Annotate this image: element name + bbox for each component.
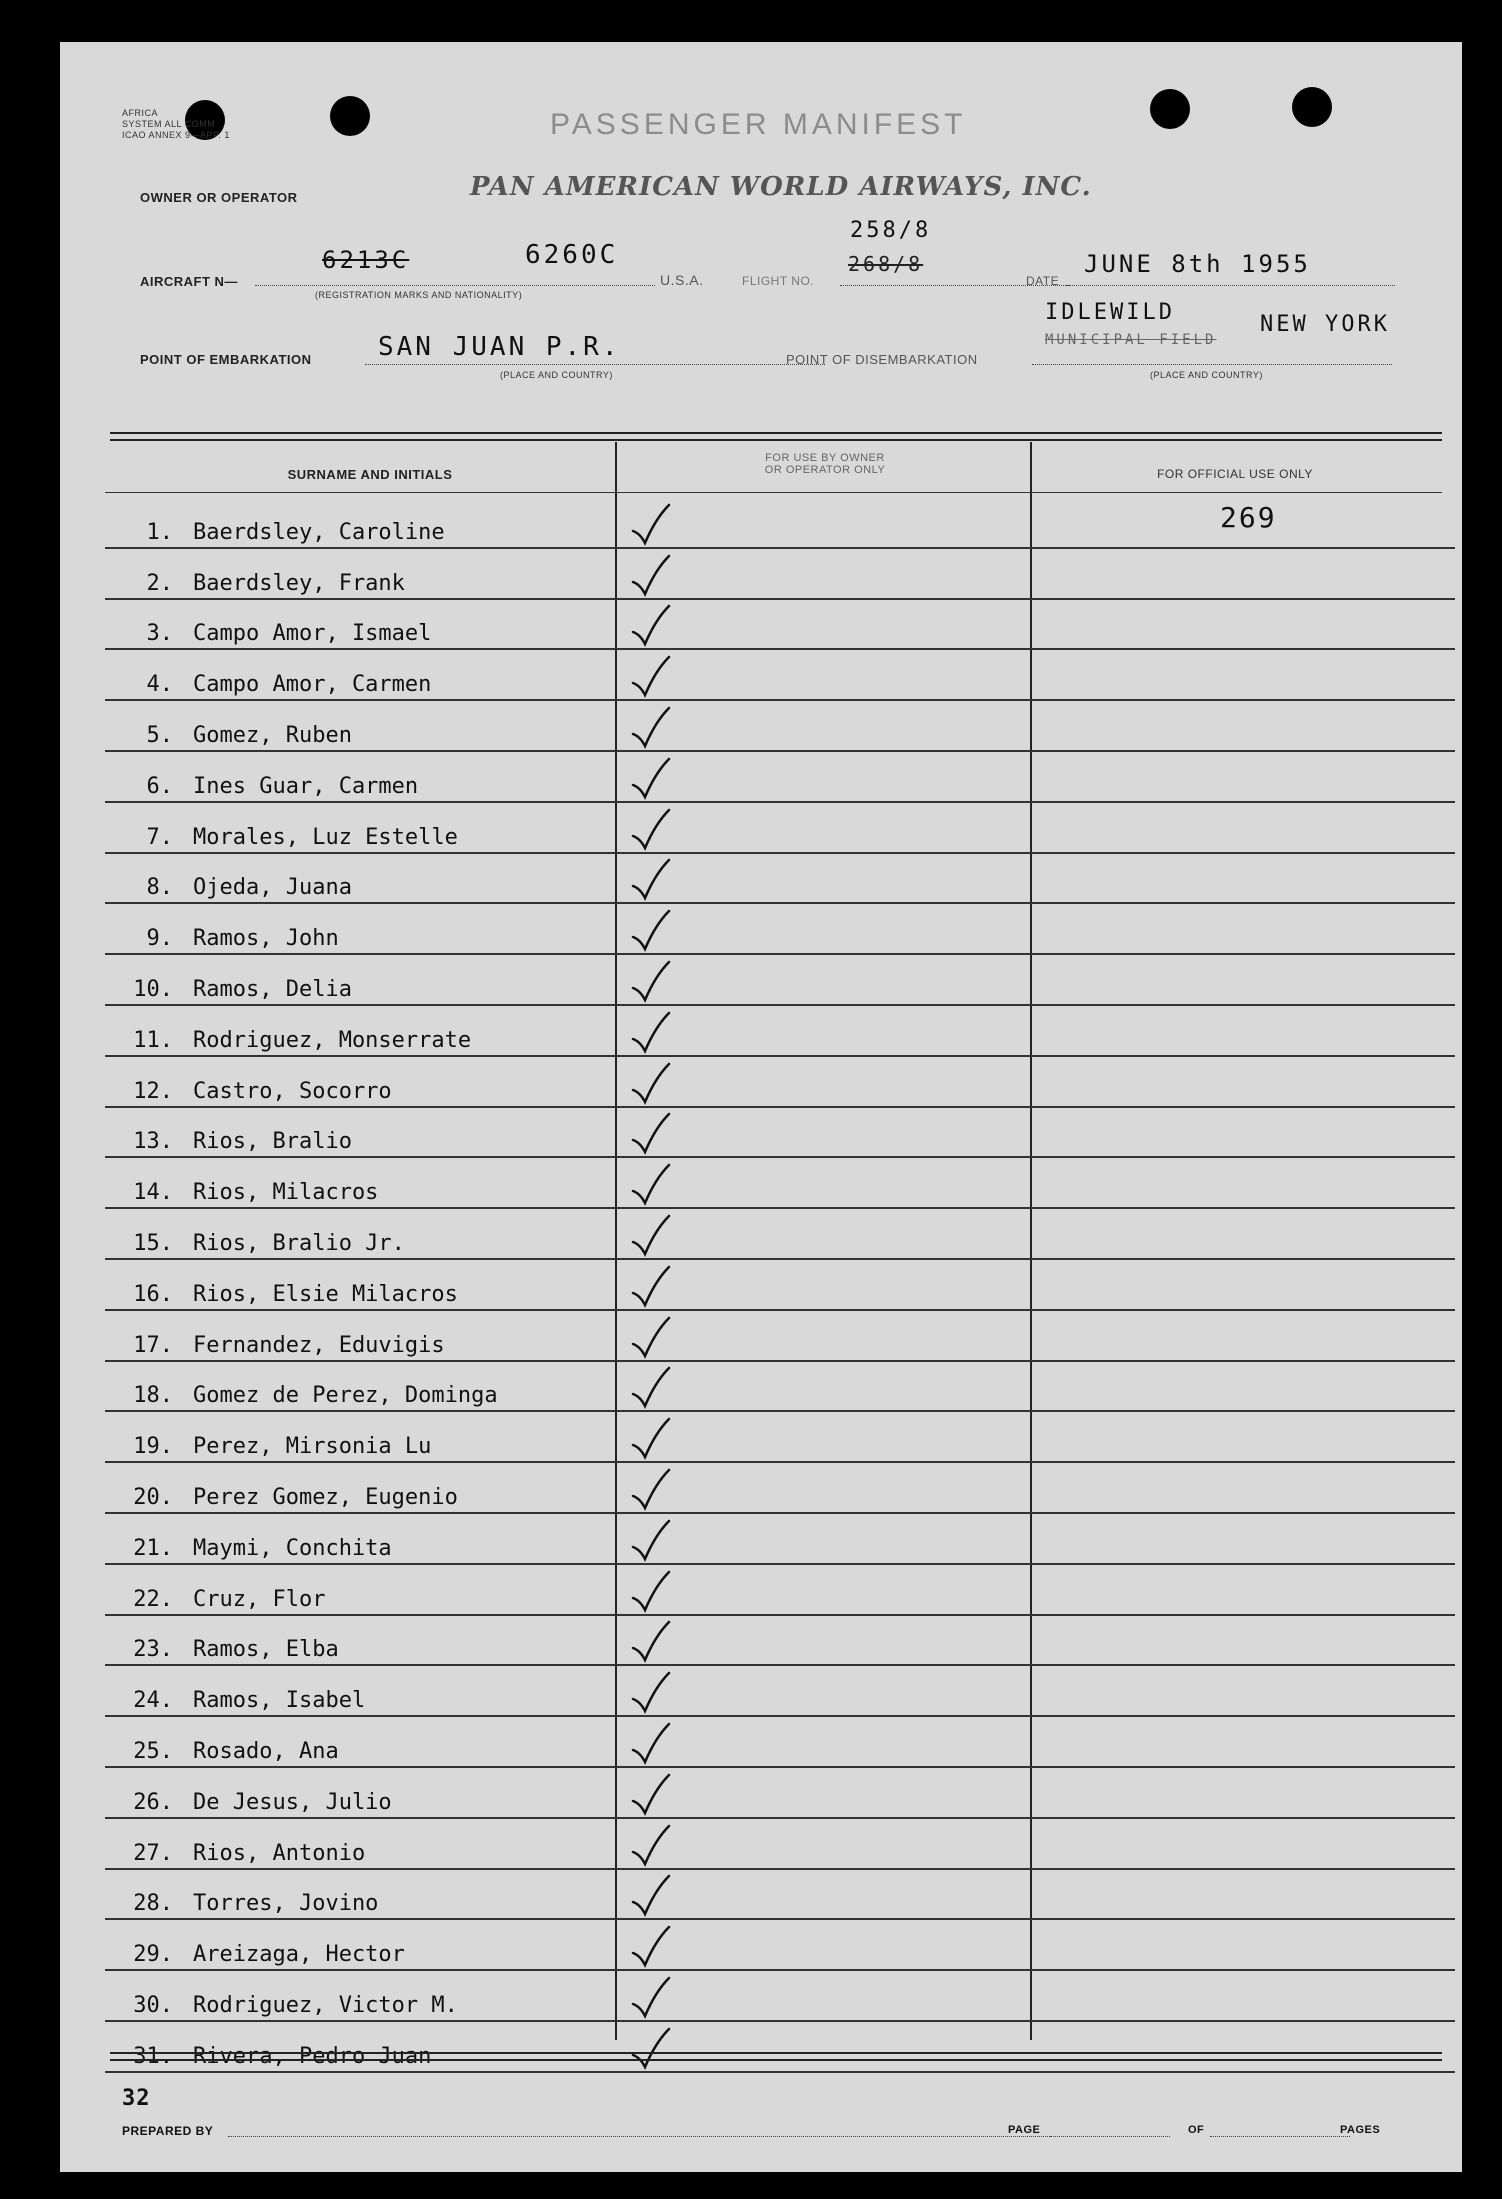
passenger-row bbox=[105, 600, 1455, 651]
checkmark-icon bbox=[627, 1364, 673, 1410]
passenger-row bbox=[105, 1209, 1455, 1260]
passenger-row bbox=[105, 1057, 1455, 1108]
disembarkation-city: NEW YORK bbox=[1260, 312, 1390, 337]
passenger-row bbox=[105, 1666, 1455, 1717]
passenger-row bbox=[105, 1819, 1455, 1870]
checkmark-icon bbox=[627, 653, 673, 699]
passenger-number: 19. bbox=[133, 1434, 173, 1460]
passenger-name: Rios, Milacros bbox=[193, 1180, 379, 1206]
passenger-number: 13. bbox=[133, 1129, 173, 1155]
header-double-rule bbox=[110, 432, 1442, 441]
passenger-row bbox=[105, 1514, 1455, 1565]
checkmark-icon bbox=[627, 1517, 673, 1563]
passenger-name: Perez Gomez, Eugenio bbox=[193, 1484, 458, 1510]
passenger-name: Cruz, Flor bbox=[193, 1586, 326, 1612]
date-label: DATE bbox=[1026, 274, 1060, 288]
passenger-name: Rios, Elsie Milacros bbox=[193, 1281, 458, 1307]
passenger-row bbox=[105, 1158, 1455, 1209]
official-use-column-header: FOR OFFICIAL USE ONLY bbox=[1157, 467, 1313, 481]
passenger-name: Gomez, Ruben bbox=[193, 722, 352, 748]
embarkation-sublabel: (PLACE AND COUNTRY) bbox=[500, 370, 613, 380]
checkmark-icon bbox=[627, 1872, 673, 1918]
passenger-entry bbox=[105, 875, 352, 900]
passenger-row bbox=[105, 1971, 1455, 2022]
passenger-name: Campo Amor, Ismael bbox=[193, 621, 432, 647]
checkmark-icon bbox=[627, 1415, 673, 1461]
convention-note: AFRICA SYSTEM ALL COMM ICAO ANNEX 9—APP. 1 bbox=[122, 108, 230, 140]
passenger-entry bbox=[105, 1028, 471, 1053]
passenger-row bbox=[105, 1463, 1455, 1514]
checkmark-icon bbox=[627, 755, 673, 801]
passenger-name: Torres, Jovino bbox=[193, 1891, 379, 1917]
passenger-entry bbox=[105, 1383, 498, 1408]
passenger-number: 27. bbox=[133, 1840, 173, 1866]
passenger-entry bbox=[105, 1231, 405, 1256]
passenger-name: Rios, Bralio Jr. bbox=[193, 1230, 405, 1256]
passenger-number: 5. bbox=[146, 722, 173, 748]
aircraft-struck-value: 6213C bbox=[322, 246, 410, 274]
passenger-entry bbox=[105, 1536, 392, 1561]
passenger-entry bbox=[105, 1993, 458, 2018]
checkmark-icon bbox=[627, 1314, 673, 1360]
checkmark-icon bbox=[627, 552, 673, 598]
passenger-row bbox=[105, 1006, 1455, 1057]
passenger-name: Baerdsley, Frank bbox=[193, 570, 405, 596]
passenger-number: 9. bbox=[146, 926, 173, 952]
checkmark-icon bbox=[627, 958, 673, 1004]
passenger-row bbox=[105, 1717, 1455, 1768]
passenger-name: Castro, Socorro bbox=[193, 1078, 392, 1104]
passenger-row bbox=[105, 1412, 1455, 1463]
passenger-number: 26. bbox=[133, 1789, 173, 1815]
passenger-entry bbox=[105, 1688, 365, 1713]
passenger-name: Baerdsley, Caroline bbox=[193, 519, 445, 545]
passenger-row bbox=[105, 803, 1455, 854]
passenger-name: Maymi, Conchita bbox=[193, 1535, 392, 1561]
country-label: U.S.A. bbox=[660, 272, 704, 288]
of-label: OF bbox=[1188, 2124, 1205, 2136]
passenger-number: 31. bbox=[133, 2043, 173, 2069]
passenger-name: Rosado, Ana bbox=[193, 1738, 339, 1764]
passenger-name: Perez, Mirsonia Lu bbox=[193, 1434, 432, 1460]
passenger-entry bbox=[105, 977, 352, 1002]
passenger-entry bbox=[105, 774, 418, 799]
checkmark-icon bbox=[627, 1060, 673, 1106]
checkmark-icon bbox=[627, 501, 673, 547]
passenger-row bbox=[105, 1311, 1455, 1362]
passenger-number: 30. bbox=[133, 1992, 173, 2018]
total-count: 32 bbox=[122, 2086, 151, 2111]
passenger-row bbox=[105, 1616, 1455, 1667]
header-rule bbox=[105, 492, 1442, 493]
passenger-entry bbox=[105, 926, 339, 951]
passenger-row bbox=[105, 854, 1455, 905]
passenger-entry bbox=[105, 1637, 339, 1662]
passenger-row bbox=[105, 1565, 1455, 1616]
passenger-name: Rivera, Pedro Juan bbox=[193, 2043, 432, 2069]
passenger-number: 25. bbox=[133, 1738, 173, 1764]
passenger-name: Ines Guar, Carmen bbox=[193, 773, 419, 799]
passenger-entry bbox=[105, 1587, 325, 1612]
passenger-row bbox=[105, 2022, 1455, 2073]
passenger-entry bbox=[105, 621, 431, 646]
passenger-entry bbox=[105, 1739, 339, 1764]
checkmark-icon bbox=[627, 1161, 673, 1207]
passenger-number: 18. bbox=[133, 1383, 173, 1409]
passenger-name: Gomez de Perez, Dominga bbox=[193, 1383, 498, 1409]
passenger-name: Rodriguez, Monserrate bbox=[193, 1027, 472, 1053]
passenger-name: Morales, Luz Estelle bbox=[193, 824, 458, 850]
passenger-number: 10. bbox=[133, 976, 173, 1002]
passenger-row bbox=[105, 1870, 1455, 1921]
passenger-row bbox=[105, 650, 1455, 701]
passenger-number: 24. bbox=[133, 1688, 173, 1714]
passenger-number: 16. bbox=[133, 1281, 173, 1307]
passenger-entry bbox=[105, 672, 431, 697]
embarkation-label: POINT OF EMBARKATION bbox=[140, 352, 312, 367]
passenger-row bbox=[105, 701, 1455, 752]
aircraft-sublabel: (REGISTRATION MARKS AND NATIONALITY) bbox=[315, 290, 523, 300]
passenger-number: 17. bbox=[133, 1332, 173, 1358]
passenger-row bbox=[105, 549, 1455, 600]
passenger-entry bbox=[105, 571, 405, 596]
passenger-name: Rios, Bralio bbox=[193, 1129, 352, 1155]
pages-label: PAGES bbox=[1340, 2124, 1381, 2136]
company-name: PAN AMERICAN WORLD AIRWAYS, INC. bbox=[470, 172, 1092, 202]
passenger-entry bbox=[105, 723, 352, 748]
checkmark-icon bbox=[627, 907, 673, 953]
passenger-number: 3. bbox=[146, 621, 173, 647]
passenger-number: 15. bbox=[133, 1230, 173, 1256]
checkmark-icon bbox=[627, 856, 673, 902]
punch-hole bbox=[1292, 87, 1332, 127]
checkmark-icon bbox=[627, 1771, 673, 1817]
punch-hole bbox=[1150, 89, 1190, 129]
passenger-name: Campo Amor, Carmen bbox=[193, 672, 432, 698]
aircraft-label: AIRCRAFT N— bbox=[140, 274, 238, 289]
passenger-entry bbox=[105, 1180, 378, 1205]
passenger-number: 8. bbox=[146, 875, 173, 901]
passenger-row bbox=[105, 1260, 1455, 1311]
passenger-row bbox=[105, 1108, 1455, 1159]
passenger-entry bbox=[105, 1942, 405, 1967]
checkmark-icon bbox=[627, 1009, 673, 1055]
passenger-name: Ramos, Delia bbox=[193, 976, 352, 1002]
checkmark-icon bbox=[627, 1466, 673, 1512]
checkmark-icon bbox=[627, 1822, 673, 1868]
passenger-entry bbox=[105, 1079, 392, 1104]
passenger-number: 7. bbox=[146, 824, 173, 850]
passenger-number: 12. bbox=[133, 1078, 173, 1104]
passenger-name: Ramos, Elba bbox=[193, 1637, 339, 1663]
passenger-entry bbox=[105, 1790, 392, 1815]
official-number: 269 bbox=[1220, 501, 1277, 534]
passenger-name: Rios, Antonio bbox=[193, 1840, 366, 1866]
passenger-name: Areizaga, Hector bbox=[193, 1942, 405, 1968]
passenger-number: 29. bbox=[133, 1942, 173, 1968]
embarkation-value: SAN JUAN P.R. bbox=[378, 332, 621, 362]
passenger-entry bbox=[105, 825, 458, 850]
passenger-number: 1. bbox=[146, 519, 173, 545]
passenger-name: Fernandez, Eduvigis bbox=[193, 1332, 445, 1358]
checkmark-icon bbox=[627, 1923, 673, 1969]
passenger-number: 28. bbox=[133, 1891, 173, 1917]
bottom-double-rule bbox=[110, 2052, 1442, 2061]
disembarkation-sublabel: (PLACE AND COUNTRY) bbox=[1150, 370, 1263, 380]
passenger-entry bbox=[105, 1333, 445, 1358]
aircraft-value: 6260C bbox=[525, 240, 619, 270]
passenger-number: 4. bbox=[146, 672, 173, 698]
passenger-entry bbox=[105, 1891, 378, 1916]
flight-value: 258/8 bbox=[850, 218, 932, 243]
passenger-number: 11. bbox=[133, 1027, 173, 1053]
passenger-entry bbox=[105, 1434, 431, 1459]
owner-label: OWNER OR OPERATOR bbox=[140, 190, 298, 205]
surname-column-header: SURNAME AND INITIALS bbox=[287, 467, 453, 482]
disembarkation-place: IDLEWILD bbox=[1045, 300, 1175, 325]
manifest-page bbox=[60, 42, 1462, 2172]
passenger-name: Ojeda, Juana bbox=[193, 875, 352, 901]
page-label: PAGE bbox=[1008, 2124, 1041, 2136]
passenger-number: 21. bbox=[133, 1535, 173, 1561]
disembarkation-label: POINT OF DISEMBARKATION bbox=[786, 352, 978, 367]
checkmark-icon bbox=[627, 2025, 673, 2071]
passenger-number: 22. bbox=[133, 1586, 173, 1612]
passenger-number: 23. bbox=[133, 1637, 173, 1663]
passenger-entry bbox=[105, 1129, 352, 1154]
passenger-name: Ramos, Isabel bbox=[193, 1688, 366, 1714]
passenger-name: Ramos, John bbox=[193, 926, 339, 952]
flight-label: FLIGHT NO. bbox=[742, 274, 815, 288]
checkmark-icon bbox=[627, 1618, 673, 1664]
passenger-row bbox=[105, 752, 1455, 803]
passenger-entry bbox=[105, 1485, 458, 1510]
passenger-entry bbox=[105, 1841, 365, 1866]
punch-hole bbox=[330, 96, 370, 136]
passenger-name: De Jesus, Julio bbox=[193, 1789, 392, 1815]
checkmark-icon bbox=[627, 1212, 673, 1258]
form-title: PASSENGER MANIFEST bbox=[550, 108, 967, 141]
checkmark-icon bbox=[627, 704, 673, 750]
passenger-number: 6. bbox=[146, 773, 173, 799]
flight-struck-value: 268/8 bbox=[848, 252, 924, 276]
date-value: JUNE 8th 1955 bbox=[1084, 250, 1311, 278]
checkmark-icon bbox=[627, 1110, 673, 1156]
disembarkation-struck: MUNICIPAL FIELD bbox=[1045, 332, 1217, 348]
passenger-row bbox=[105, 498, 1455, 549]
passenger-row bbox=[105, 1920, 1455, 1971]
checkmark-icon bbox=[627, 1263, 673, 1309]
passenger-number: 20. bbox=[133, 1484, 173, 1510]
owner-use-column-header: FOR USE BY OWNER OR OPERATOR ONLY bbox=[764, 452, 886, 476]
checkmark-icon bbox=[627, 1568, 673, 1614]
passenger-row bbox=[105, 904, 1455, 955]
passenger-entry bbox=[105, 520, 445, 545]
checkmark-icon bbox=[627, 1669, 673, 1715]
passenger-name: Rodriguez, Victor M. bbox=[193, 1992, 458, 2018]
checkmark-icon bbox=[627, 1974, 673, 2020]
row-rule bbox=[105, 2071, 1455, 2073]
passenger-row bbox=[105, 1362, 1455, 1413]
prepared-by-label: PREPARED BY bbox=[122, 2124, 214, 2138]
checkmark-icon bbox=[627, 806, 673, 852]
passenger-number: 2. bbox=[146, 570, 173, 596]
passenger-row bbox=[105, 955, 1455, 1006]
passenger-number: 14. bbox=[133, 1180, 173, 1206]
passenger-entry bbox=[105, 1282, 458, 1307]
checkmark-icon bbox=[627, 1720, 673, 1766]
passenger-row bbox=[105, 1768, 1455, 1819]
checkmark-icon bbox=[627, 602, 673, 648]
